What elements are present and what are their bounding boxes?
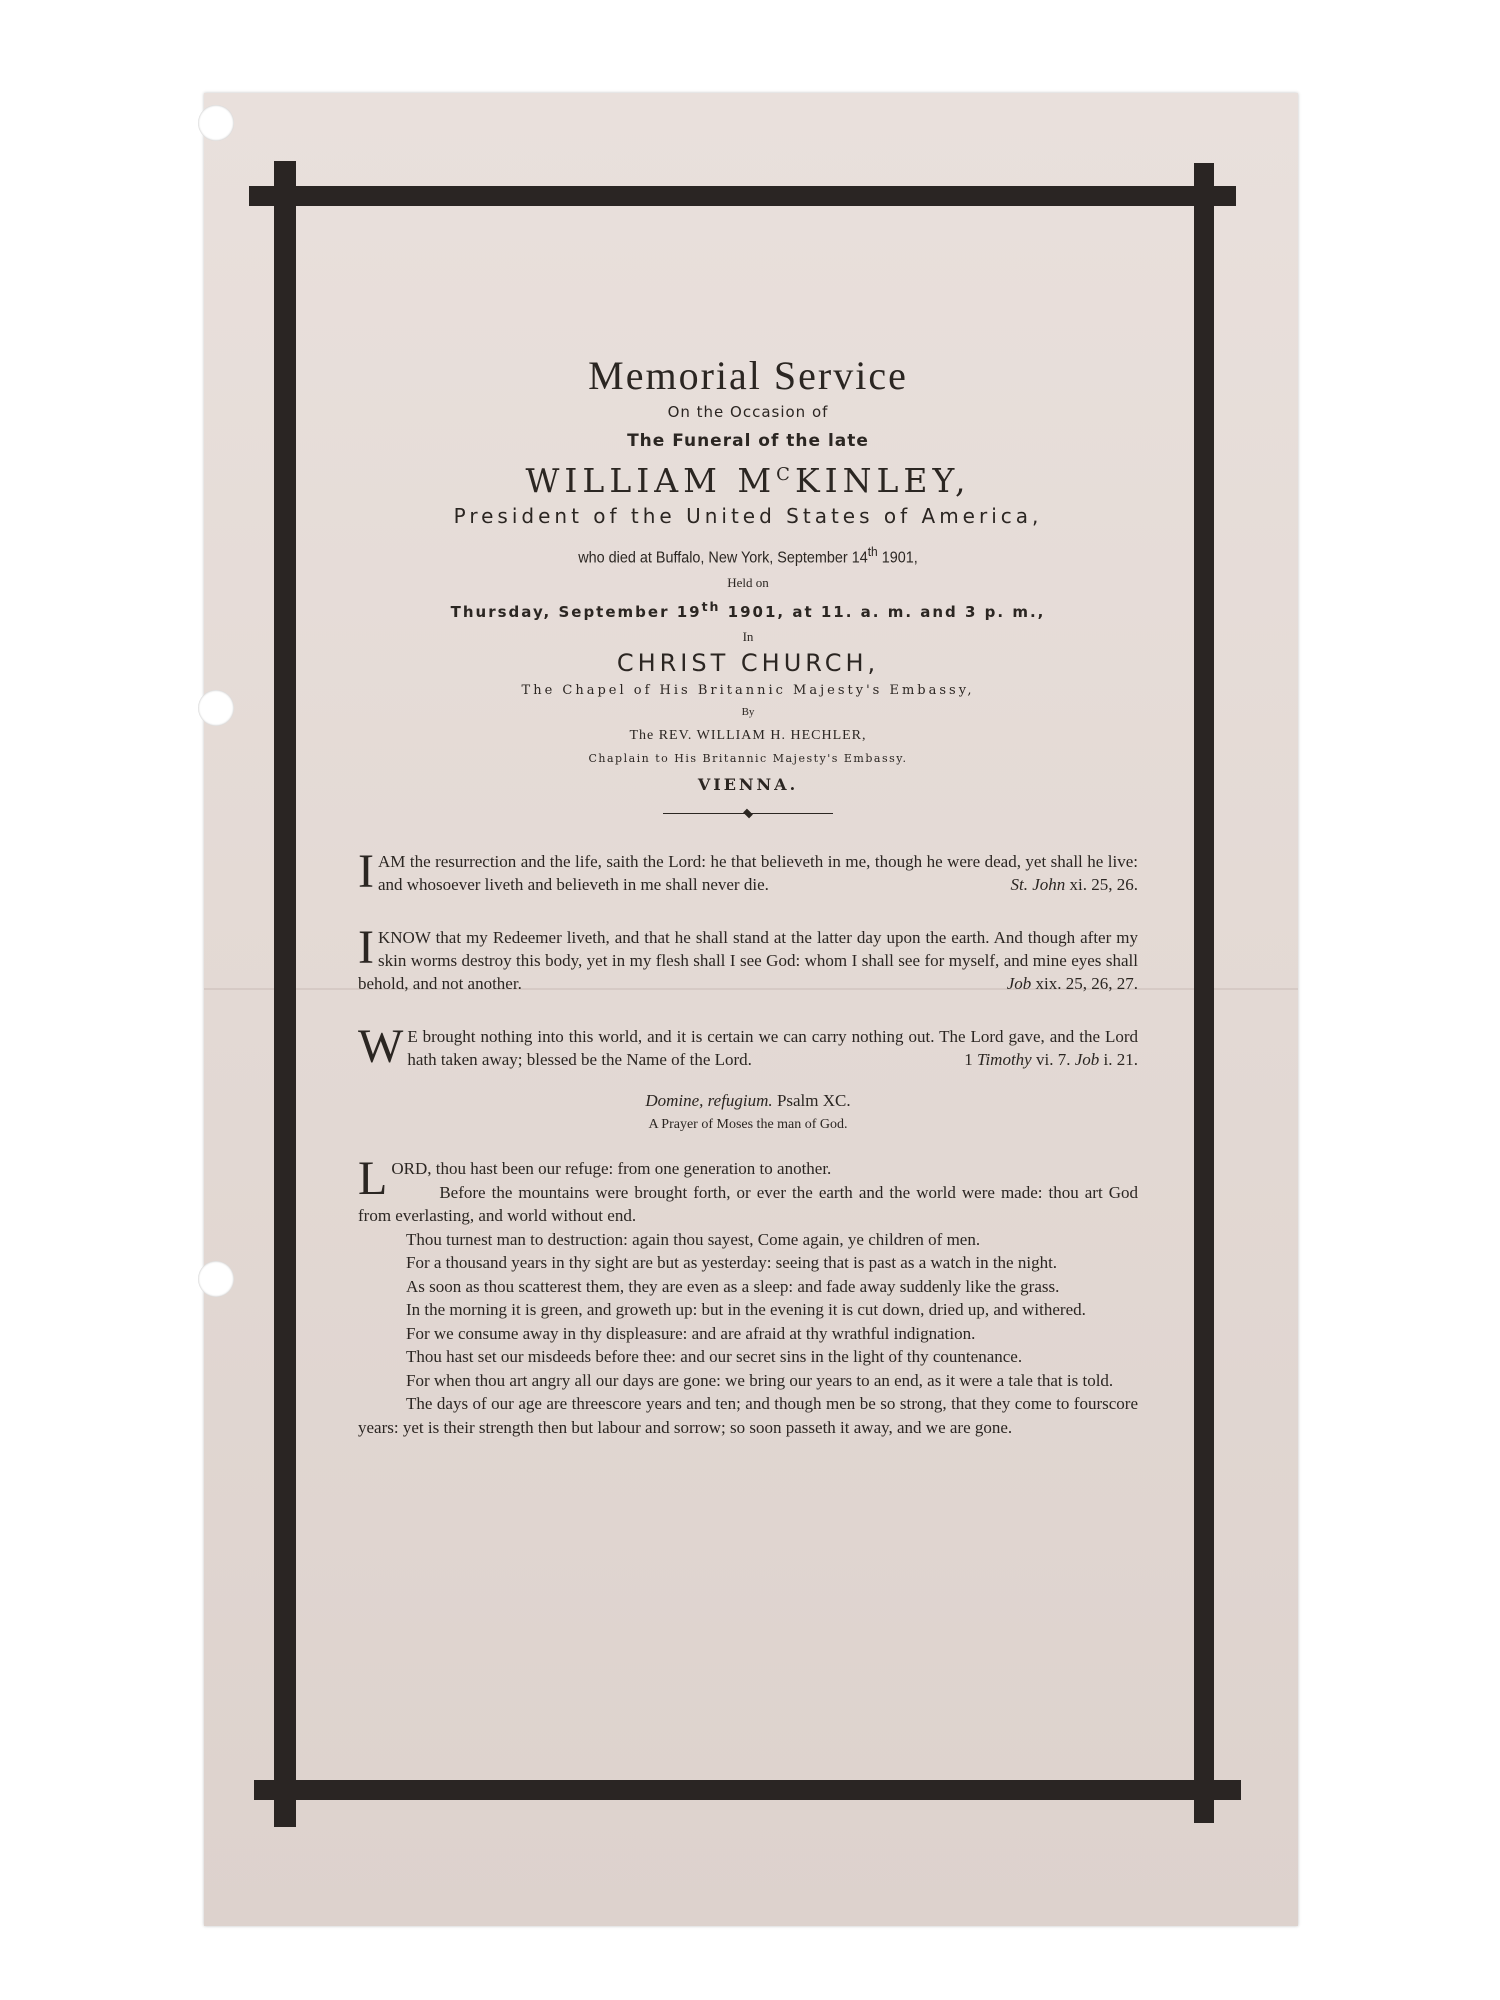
death-line	[397, 544, 1099, 567]
opening-sentence-1	[358, 845, 1138, 899]
funeral-line: The Funeral of the late	[627, 431, 869, 451]
ornamental-divider	[663, 808, 833, 820]
name-part-2: KINLEY,	[794, 461, 971, 500]
service-date	[358, 599, 1138, 621]
held-on-label: Held on	[727, 575, 769, 591]
psalm-subheading: A Prayer of Moses the man of God.	[648, 1117, 848, 1133]
border-right	[1194, 163, 1214, 1823]
death-line-part-2: 1901,	[877, 549, 918, 567]
psalm-verse: As soon as thou scatterest them, they are even as a sleep: and fade away suddenly like the grass.	[406, 1276, 1060, 1296]
psalm-verse: Before the mountains were brought forth, or ever the earth and the world were made: thou art God from everlasting, and world without end.	[358, 1182, 1138, 1226]
psalm-heading: Domine, refugium. Psalm XC.	[645, 1091, 851, 1111]
psalm-verse: For we consume away in thy displeasure: and are afraid at thy wrathful indignation.	[406, 1323, 976, 1343]
psalm-verse: LORD, thou hast been our refuge: from one generation to another.	[358, 1152, 832, 1206]
church-name: CHRIST CHURCH,	[616, 649, 880, 678]
scripture-reference: St. John xi. 25, 26.	[1010, 875, 1138, 895]
opening-sentence-3	[358, 1020, 1138, 1074]
punch-hole-middle	[198, 690, 234, 726]
drop-cap: I	[358, 921, 374, 975]
psalm-verse: Thou hast set our misdeeds before thee: and our secret sins in the light of thy countenance.	[406, 1347, 1023, 1367]
service-date-part-1: Thursday, September 19	[450, 603, 702, 622]
death-line-part-1: who died at Buffalo, New York, September 14	[578, 549, 868, 567]
by-label: By	[741, 706, 755, 719]
punch-hole-bottom	[198, 1261, 234, 1297]
service-date-superscript: th	[701, 599, 721, 615]
scripture-reference: Job xix. 25, 26, 27.	[1006, 974, 1138, 994]
page-title: Memorial Service	[588, 353, 908, 398]
occasion-line: On the Occasion of	[667, 403, 829, 421]
drop-cap: W	[358, 1020, 404, 1074]
officiant-name: The REV. WILLIAM H. HECHLER,	[629, 728, 867, 744]
name-part-1: WILLIAM M	[525, 461, 777, 500]
psalm-verse: For a thousand years in thy sight are but as yesterday: seeing that is past as a watch in the night.	[406, 1253, 1058, 1273]
psalm-verse: Thou turnest man to destruction: again thou sayest, Come again, ye children of men.	[406, 1229, 981, 1249]
border-top	[249, 186, 1236, 206]
in-label: In	[742, 629, 754, 645]
officiant-title: Chaplain to His Britannic Majesty's Embassy.	[588, 752, 908, 766]
punch-hole-top	[198, 105, 234, 141]
drop-cap: I	[358, 845, 374, 899]
border-left	[274, 161, 296, 1827]
deceased-name	[358, 461, 1138, 500]
scripture-reference: 1 Timothy vi. 7. Job i. 21.	[964, 1050, 1138, 1070]
border-bottom	[254, 1780, 1241, 1800]
service-date-part-2: 1901, at 11. a. m. and 3 p. m.,	[720, 603, 1046, 622]
drop-cap: L	[358, 1152, 388, 1206]
psalm-verse: The days of our age are threescore years and ten; and though men be so strong, that they come to fourscore years: yet is their strength then but labour and sorrow; so soon passeth it away, and we are gone.	[358, 1394, 1138, 1437]
chapel-line: The Chapel of His Britannic Majesty's Embassy,	[521, 683, 975, 699]
sentence-text: KNOW that my Redeemer liveth, and that he shall stand at the latter day upon the earth. And though after my skin worms destroy this body, yet in my flesh shall I see God: whom I shall see for myself, and mine eyes shall behold, and not another.	[358, 928, 1138, 994]
sentence-text: AM the resurrection and the life, saith the Lord: he that believeth in me, though he were dead, yet shall he live: and whosoever liveth and believeth in me shall never die.	[377, 852, 1138, 895]
president-title: President of the United States of America,	[453, 504, 1043, 528]
psalm-verse: For when thou art angry all our days are gone: we bring our years to an end, as it were a tale that is told.	[406, 1370, 1114, 1390]
city-name: VIENNA.	[697, 775, 799, 795]
program-content	[358, 340, 1138, 1439]
name-superscript: C	[776, 464, 795, 485]
death-line-superscript: th	[867, 544, 878, 559]
opening-sentence-2	[358, 921, 1138, 995]
sentence-text: E brought nothing into this world, and it is certain we can carry nothing out. The Lord gave, and the Lord hath taken away; blessed be the Name of the Lord.	[407, 1027, 1138, 1070]
psalm-verse: In the morning it is green, and groweth up: but in the evening it is cut down, dried up, and withered.	[406, 1300, 1086, 1320]
